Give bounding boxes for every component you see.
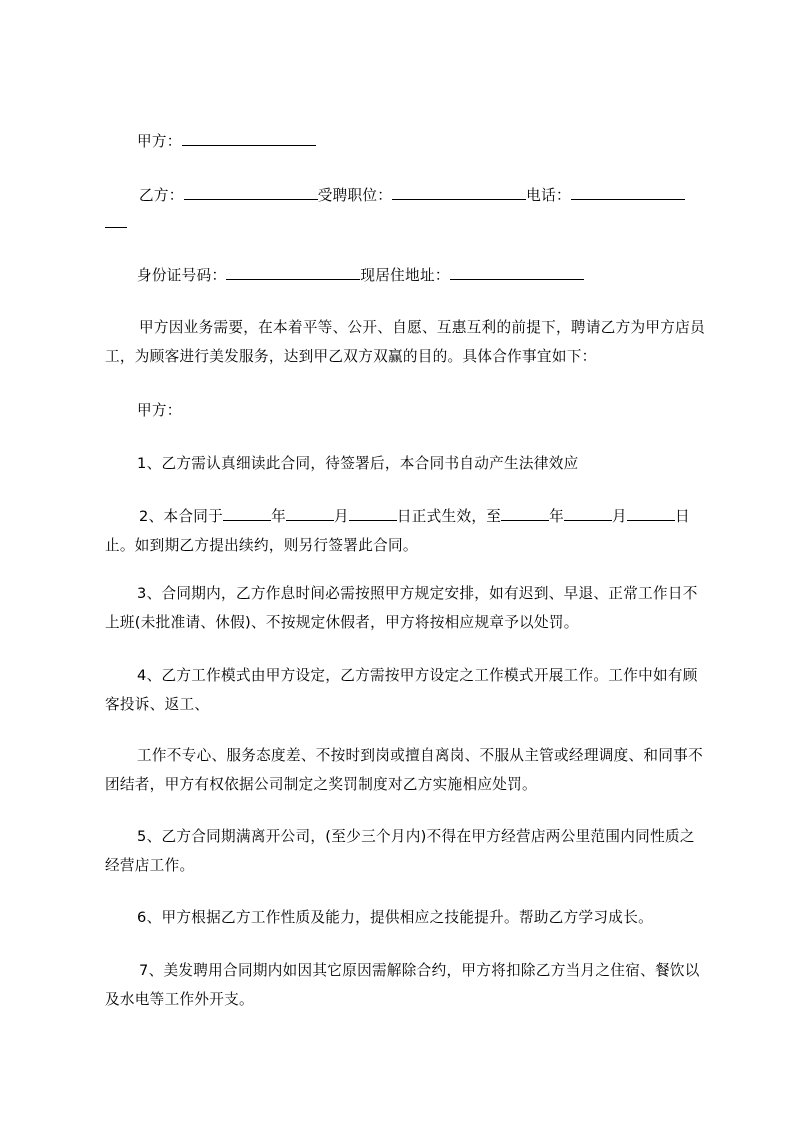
end-day-blank[interactable]: [627, 506, 675, 521]
clause-2: [105, 502, 709, 560]
start-month-blank[interactable]: [286, 506, 334, 521]
clause-2-day1: 日正式生效，至: [396, 508, 502, 525]
party-b-label: 乙方：: [139, 187, 184, 204]
end-year-blank[interactable]: [501, 506, 549, 521]
party-a-heading: 甲方：: [137, 402, 182, 419]
clause-2-month1: 月: [333, 508, 349, 525]
position-label: 受聘职位：: [317, 187, 393, 204]
party-a-label: 甲方：: [137, 133, 182, 150]
phone-blank[interactable]: [571, 185, 685, 200]
clause-2-year2: 年: [549, 508, 565, 525]
clause-4: 4、乙方工作模式由甲方设定，乙方需按甲方设定之工作模式开展工作。工作中如有顾客投诉、返工、: [105, 667, 698, 713]
phone-label: 电话：: [526, 187, 571, 204]
start-year-blank[interactable]: [223, 506, 271, 521]
clause-1: 1、乙方需认真细读此合同，待签署后，本合同书自动产生法律效应: [137, 455, 579, 472]
party-a-blank[interactable]: [182, 131, 316, 146]
end-month-blank[interactable]: [564, 506, 612, 521]
clause-7: 7、美发聘用合同期内如因其它原因需解除合约，甲方将扣除乙方当月之住宿、餐饮以及水电等工作外开支。: [105, 962, 700, 1008]
phone-blank-continuation: [105, 213, 127, 228]
clause-2-day2: 日止。如到期乙方提出续约，则另行签署此合同。: [105, 508, 690, 554]
clause-6: 6、甲方根据乙方工作性质及能力，提供相应之技能提升。帮助乙方学习成长。: [137, 909, 653, 926]
party-a-line: [105, 127, 709, 156]
address-blank[interactable]: [450, 265, 584, 280]
position-blank[interactable]: [392, 185, 526, 200]
clause-5: 5、乙方合同期满离开公司，(至少三个月内)不得在甲方经营店两公里范围内同性质之经营店工作。: [105, 828, 695, 874]
id-number-blank[interactable]: [226, 265, 360, 280]
intro-paragraph: 甲方因业务需要，在本着平等、公开、自愿、互惠互利的前提下，聘请乙方为甲方店员工，为顾客进行美发服务，达到甲乙双方双赢的目的。具体合作事宜如下：: [105, 319, 705, 365]
start-day-blank[interactable]: [349, 506, 397, 521]
id-number-label: 身份证号码：: [137, 267, 227, 284]
id-line: [105, 261, 709, 290]
clause-2-prefix: 2、本合同于: [139, 508, 224, 525]
address-label: 现居住地址：: [360, 267, 450, 284]
clause-4-continued: 工作不专心、服务态度差、不按时到岗或擅自离岗、不服从主管或经理调度、和同事不团结者，甲方有权依据公司制定之奖罚制度对乙方实施相应处罚。: [105, 747, 703, 793]
clause-2-year1: 年: [271, 508, 286, 525]
party-b-line: [105, 181, 709, 210]
clause-2-month2: 月: [612, 508, 627, 525]
party-b-blank[interactable]: [184, 185, 318, 200]
clause-3: 3、合同期内，乙方作息时间必需按照甲方规定安排，如有迟到、早退、正常工作日不上班(未批准请、休假)、不按规定休假者，甲方将按相应规章予以处罚。: [105, 585, 698, 631]
